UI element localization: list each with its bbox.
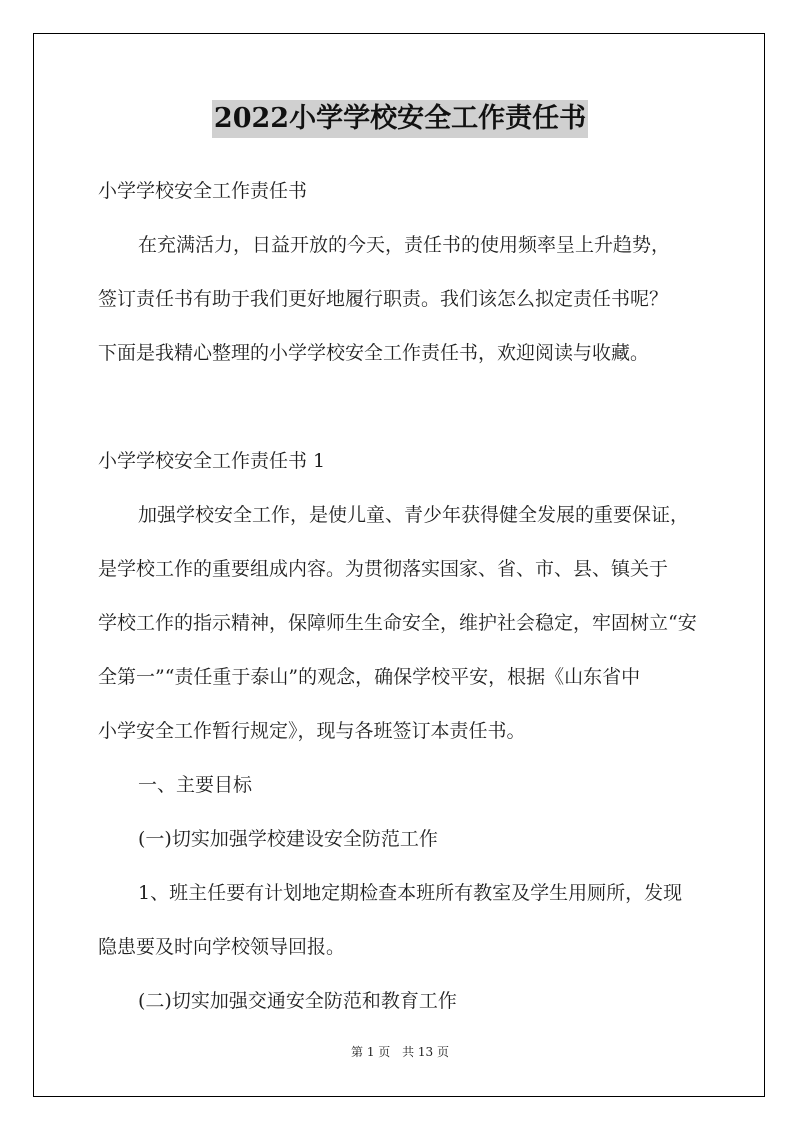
body-line-3: 学校工作的指示精神，保障师生生命安全，维护社会稳定，牢固树立“安 (98, 612, 697, 634)
page-number: 第 1 页 (351, 1045, 391, 1059)
body-line-5: 小学安全工作暂行规定》，现与各班签订本责任书。 (98, 720, 526, 742)
body-line-2: 是学校工作的重要组成内容。为贯彻落实国家、省、市、县、镇关于 (98, 558, 669, 580)
document-subtitle: 小学学校安全工作责任书 (98, 180, 308, 202)
page-total: 共 13 页 (402, 1045, 449, 1059)
body-line-4: 全第一”“责任重于泰山”的观念，确保学校平安，根据《山东省中 (98, 666, 641, 688)
intro-line-1: 在充满活力，日益开放的今天，责任书的使用频率呈上升趋势， (138, 234, 671, 256)
item1-text-line-2: 隐患要及时向学校领导回报。 (98, 936, 346, 958)
document-body (98, 164, 708, 1028)
item1-heading: (一)切实加强学校建设安全防范工作 (138, 828, 438, 850)
document-title: 2022小学学校安全工作责任书 (212, 100, 588, 138)
item1-text-line-1: 1、班主任要有计划地定期检查本班所有教室及学生用厕所，发现 (138, 882, 683, 904)
intro-line-3: 下面是我精心整理的小学学校安全工作责任书，欢迎阅读与收藏。 (98, 342, 650, 364)
paragraph-gap (98, 380, 708, 434)
item2-heading: (二)切实加强交通安全防范和教育工作 (138, 990, 457, 1012)
intro-line-2: 签订责任书有助于我们更好地履行职责。我们该怎么拟定责任书呢？ (98, 288, 669, 310)
page-footer (0, 1043, 800, 1060)
goal-heading: 一、主要目标 (138, 774, 253, 796)
title-container (0, 100, 800, 138)
body-line-1: 加强学校安全工作，是使儿童、青少年获得健全发展的重要保证， (138, 504, 690, 526)
section-heading: 小学学校安全工作责任书 1 (98, 450, 326, 472)
